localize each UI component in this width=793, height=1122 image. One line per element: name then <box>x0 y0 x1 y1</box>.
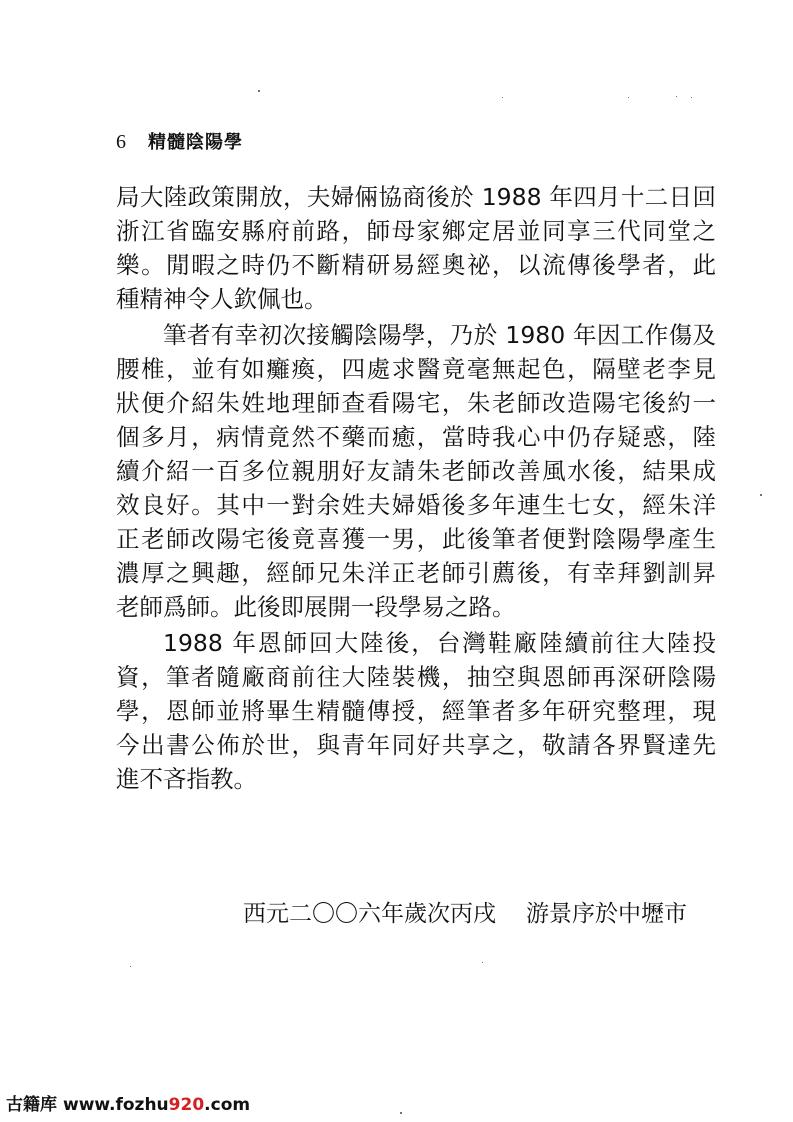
signature-date: 西元二〇〇六年歲次丙戌 <box>243 901 496 927</box>
paragraph-1 <box>116 180 716 316</box>
text-line: 學，恩師並將畢生精髓傳授，經筆者多年研究整理，現 <box>116 697 716 725</box>
site-watermark <box>6 1090 250 1115</box>
text-line: 個多月，病情竟然不藥而癒，當時我心中仍存疑惑，陸 <box>116 423 716 451</box>
scan-speck <box>691 97 692 98</box>
text-line: 效良好。其中一對余姓夫婦婚後多年連生七女，經朱洋 <box>116 491 716 519</box>
scan-speck <box>502 97 503 98</box>
watermark-url-accent: 920 <box>168 1095 205 1115</box>
text-line: 濃厚之興趣，經師兄朱洋正老師引薦後，有幸拜劉訓昇 <box>116 559 716 587</box>
text-line: 腰椎，並有如癱瘓，四處求醫竟毫無起色，隔壁老李見 <box>116 355 716 383</box>
watermark-name: 古籍库 <box>6 1095 57 1115</box>
page-number: 6 <box>116 131 127 153</box>
scan-speck <box>130 966 131 967</box>
text-line: 樂。閒暇之時仍不斷精研易經奧祕，以流傳後學者，此 <box>116 251 716 279</box>
text-line: 浙江省臨安縣府前路，師母家鄉定居並同享三代同堂之 <box>116 217 716 245</box>
signature <box>243 895 713 928</box>
text-line: 今出書公佈於世，與青年同好共享之，敬請各界賢達先 <box>116 731 716 759</box>
text-line: 續介紹一百多位親朋好友請朱老師改善風水後，結果成 <box>116 457 716 485</box>
scan-speck <box>482 962 483 963</box>
body-text <box>116 180 716 796</box>
watermark-url-prefix: www.fozhu <box>63 1095 169 1115</box>
scan-speck <box>258 90 260 92</box>
text-line: 老師爲師。此後即展開一段學易之路。 <box>116 593 516 621</box>
scan-speck <box>400 1112 402 1114</box>
running-header <box>116 128 243 154</box>
paragraph-3 <box>116 626 716 796</box>
scan-speck <box>628 97 629 98</box>
text-line: 種精神令人欽佩也。 <box>116 285 328 313</box>
page-title: 精髓陰陽學 <box>148 132 244 153</box>
scan-speck <box>760 494 762 496</box>
paragraph-2 <box>116 318 716 624</box>
text-line: 資，筆者隨廠商前往大陸裝機，抽空與恩師再深研陰陽 <box>116 663 716 691</box>
scan-speck <box>676 96 677 97</box>
text-line: 局大陸政策開放，夫婦倆協商後於 1988 年四月十二日回 <box>116 183 716 211</box>
text-line: 正老師改陽宅後竟喜獲一男，此後筆者便對陰陽學產生 <box>116 525 716 553</box>
watermark-url-suffix: .com <box>204 1095 251 1115</box>
text-line: 狀便介紹朱姓地理師查看陽宅，朱老師改造陽宅後約一 <box>116 389 716 417</box>
text-line: 1988 年恩師回大陸後，台灣鞋廠陸續前往大陸投 <box>163 629 716 657</box>
text-line: 進不吝指教。 <box>116 765 257 793</box>
text-line: 筆者有幸初次接觸陰陽學，乃於 1980 年因工作傷及 <box>163 321 716 349</box>
signature-author: 游景序於中壢市 <box>526 901 687 927</box>
